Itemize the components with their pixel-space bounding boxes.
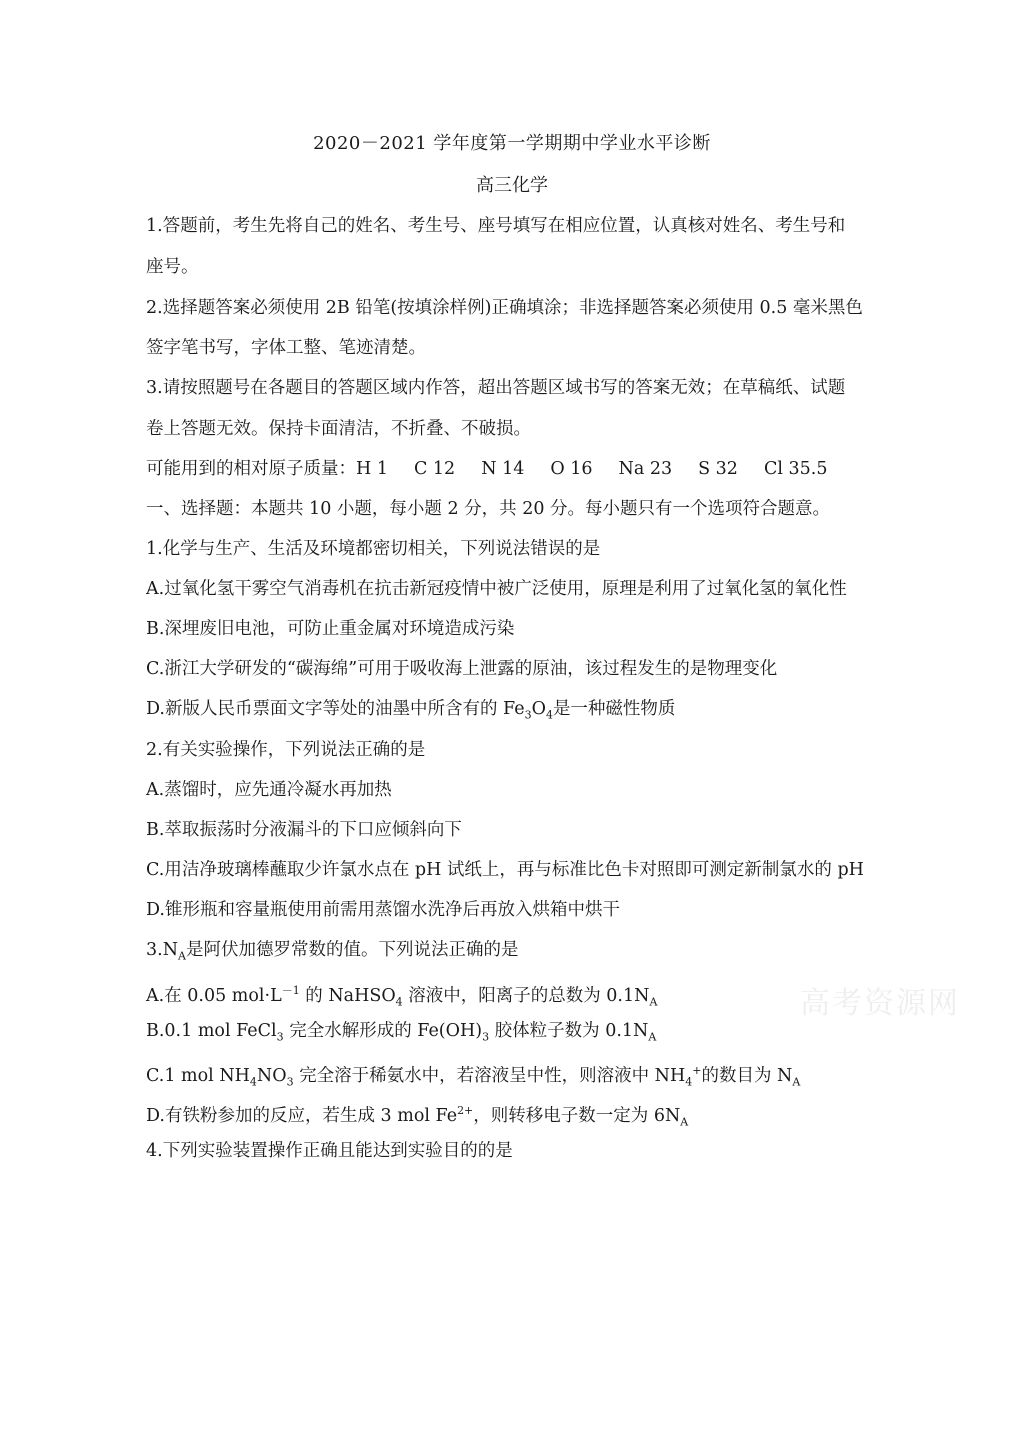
note-3-line-1: 3.请按照题号在各题目的答题区域内作答，超出答题区域书写的答案无效；在草稿纸、试题: [146, 378, 846, 398]
exam-title: 2020－2021 学年度第一学期期中学业水平诊断: [313, 133, 711, 154]
q2-option-b: B.萃取振荡时分液漏斗的下口应倾斜向下: [146, 820, 462, 840]
atomic-mass-label: 可能用到的相对原子质量：: [146, 459, 356, 479]
note-3-line-2: 卷上答题无效。保持卡面清洁，不折叠、不破损。: [146, 419, 531, 439]
section-heading: 一、选择题：本题共 10 小题，每小题 2 分，共 20 分。每小题只有一个选项符合题意。: [146, 499, 831, 519]
q2-option-d: D.锥形瓶和容量瓶使用前需用蒸馏水洗净后再放入烘箱中烘干: [146, 900, 620, 920]
note-2-line-2: 签字笔书写，字体工整、笔迹清楚。: [146, 338, 426, 358]
q2-option-c: C.用洁净玻璃棒蘸取少许氯水点在 pH 试纸上，再与标准比色卡对照即可测定新制氯水的 pH: [146, 860, 864, 880]
q3-option-c: C.1 mol $NH_4NO_3$ 完全溶于稀氨水中，若溶液呈中性，则溶液中 $NH_4^+$的数目为 $N_A$: [146, 1064, 801, 1089]
q3-option-b: B.0.1 mol FeCl$_3$ 完全水解形成的 $Fe(OH)_3$ 胶体粒子数为 $0.1N_A$: [146, 1021, 657, 1044]
exam-subject: 高三化学: [476, 175, 548, 196]
atomic-mass-item: Cl 35.5: [763, 459, 828, 479]
q1-option-b: B.深埋废旧电池，可防止重金属对环境造成污染: [146, 619, 515, 639]
atomic-mass-item: O 16: [550, 459, 593, 479]
q1-stem: 1.化学与生产、生活及环境都密切相关，下列说法错误的是: [146, 539, 601, 559]
atomic-mass-item: S 32: [698, 459, 738, 479]
q3-option-d: D.有铁粉参加的反应，若生成 3 mol $Fe^{2+}$，则转移电子数一定为 $6N_A$: [146, 1104, 689, 1129]
q2-option-a: A.蒸馏时，应先通冷凝水再加热: [146, 780, 392, 800]
note-1-line-1: 1.答题前，考生先将自己的姓名、考生号、座号填写在相应位置，认真核对姓名、考生号和: [146, 216, 846, 236]
atomic-mass-item: N 14: [481, 459, 525, 479]
watermark: 高考资源网: [800, 986, 960, 1021]
q1-option-c: C.浙江大学研发的“碳海绵”可用于吸收海上泄露的原油，该过程发生的是物理变化: [146, 659, 778, 679]
atomic-mass-item: H 1: [356, 459, 388, 479]
q3-option-a: A.在 0.05 $mol\cdot L^{-1}$ 的 NaHSO$_4$ 溶液中，阳离子的总数为 $0.1N_A$: [146, 984, 658, 1009]
atomic-mass-item: Na 23: [618, 459, 673, 479]
q2-stem: 2.有关实验操作，下列说法正确的是: [146, 740, 426, 760]
atomic-mass-line: [146, 458, 827, 480]
q1-option-d: D.新版人民币票面文字等处的油墨中所含有的 $Fe_3O_4$是一种磁性物质: [146, 699, 676, 722]
q1-option-a: A.过氧化氢干雾空气消毒机在抗击新冠疫情中被广泛使用，原理是利用了过氧化氢的氧化性: [146, 579, 847, 599]
note-1-line-2: 座号。: [146, 257, 199, 277]
atomic-mass-item: C 12: [413, 459, 456, 479]
q3-stem: $3.N_A$是阿伏加德罗常数的值。下列说法正确的是: [146, 940, 519, 963]
q4-stem: 4.下列实验装置操作正确且能达到实验目的的是: [146, 1141, 513, 1161]
note-2-line-1: 2.选择题答案必须使用 2B 铅笔(按填涂样例)正确填涂；非选择题答案必须使用 0.5 毫米黑色: [146, 298, 863, 318]
